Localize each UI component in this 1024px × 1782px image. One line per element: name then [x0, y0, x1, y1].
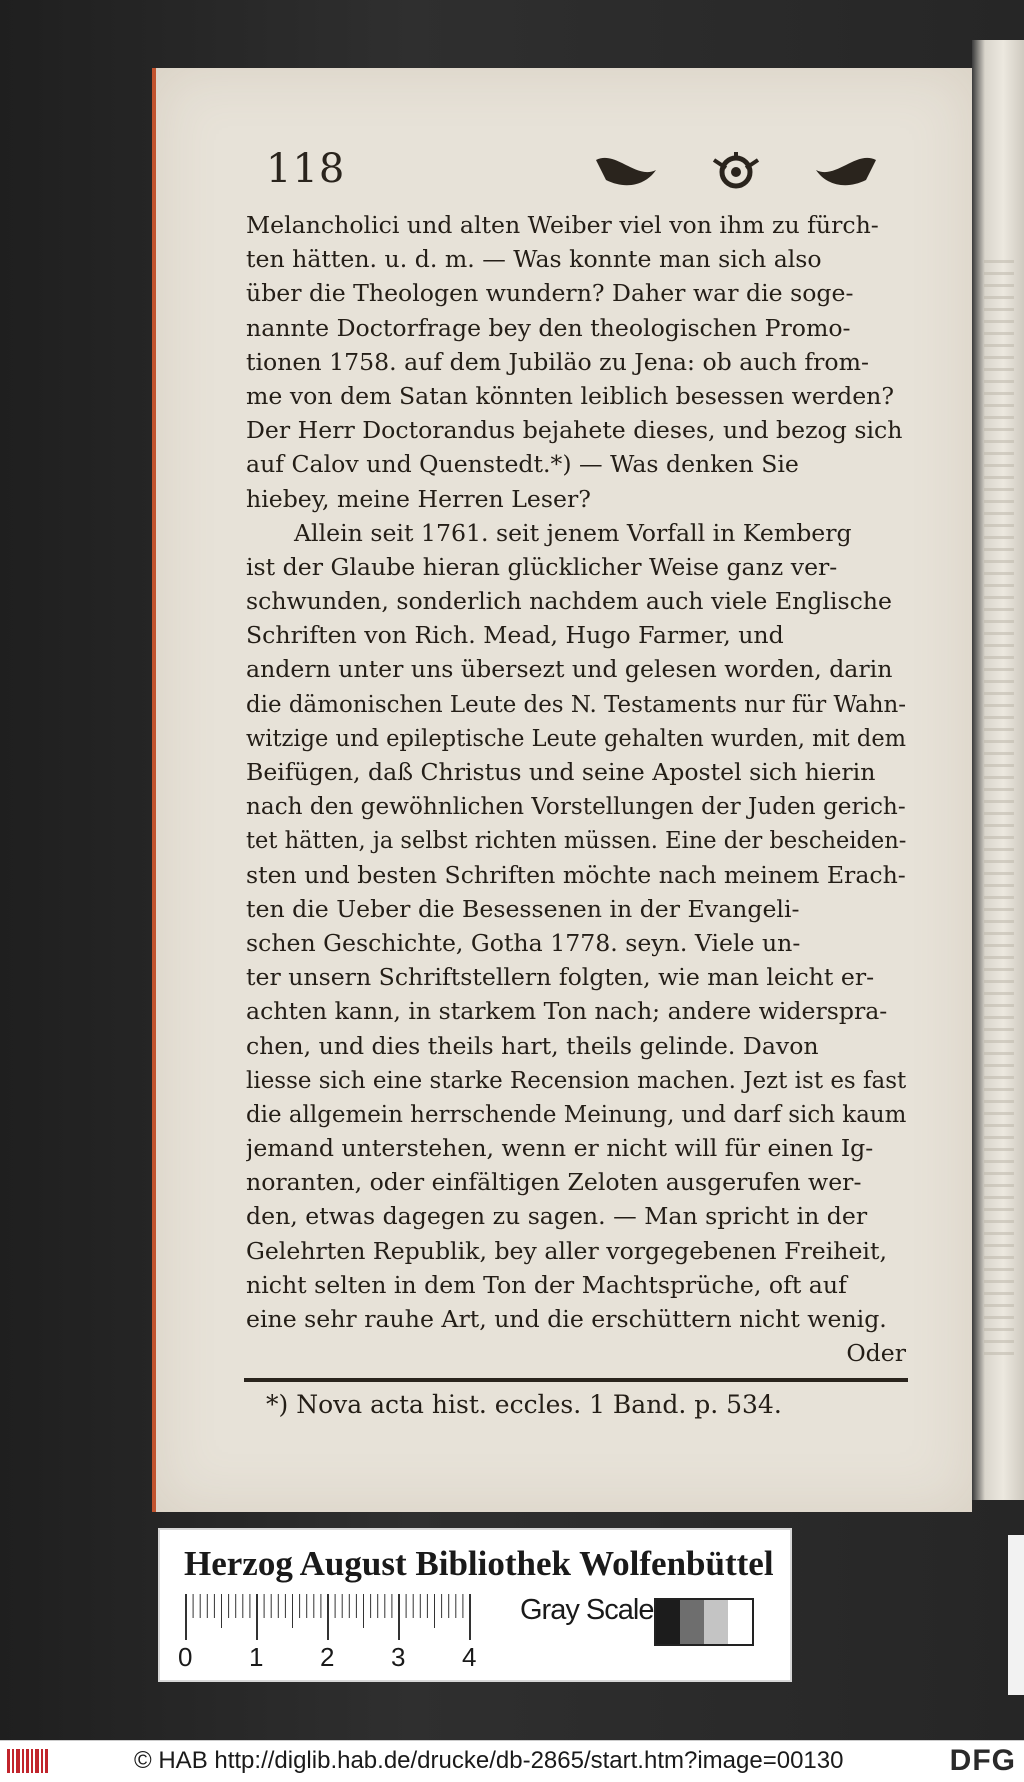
text-line: nicht selten in dem Ton der Machtsprüche, oft auf — [246, 1270, 847, 1299]
text-line: witzige und epileptische Leute gehalten wurden, mit dem — [246, 723, 906, 752]
text-line: die dämonischen Leute des N. Testaments nur für Wahn- — [246, 689, 906, 718]
ruler-label: 2 — [320, 1642, 335, 1672]
text-line: achten kann, in starkem Ton nach; andere widerspra- — [246, 997, 888, 1026]
text-line: ter unsern Schriftstellern folgten, wie man leicht er- — [246, 963, 875, 992]
printer-ornament-icon — [586, 150, 886, 194]
text-line: schwunden, sonderlich nachdem auch viele Englische — [246, 587, 892, 616]
page-body-text — [246, 208, 906, 1370]
text-line: ist der Glaube hieran glücklicher Weise ganz ver- — [246, 552, 838, 581]
text-line: chen, und dies theils hart, theils gelinde. Davon — [246, 1031, 819, 1060]
gray-swatch — [680, 1600, 704, 1644]
catchword: Oder — [846, 1339, 906, 1368]
adjacent-page-edge — [972, 40, 1024, 1500]
ruler-label: 1 — [249, 1642, 264, 1672]
gray-swatch — [728, 1600, 752, 1644]
library-name: Herzog August Bibliothek Wolfenbüttel — [184, 1544, 774, 1583]
text-line: me von dem Satan könnten leiblich besessen werden? — [246, 381, 895, 410]
text-line: Allein seit 1761. seit jenem Vorfall in Kemberg — [294, 518, 852, 547]
text-line: schen Geschichte, Gotha 1778. seyn. Viele un- — [246, 928, 801, 957]
ruler-label: 3 — [391, 1642, 406, 1672]
gray-scale-label: Gray Scale — [520, 1594, 654, 1626]
text-line: ten hätten. u. d. m. — Was konnte man sich also — [246, 245, 822, 274]
ruler-label: 0 — [178, 1642, 193, 1672]
gray-swatch — [704, 1600, 728, 1644]
text-line: Schriften von Rich. Mead, Hugo Farmer, und — [246, 621, 784, 650]
text-line: noranten, oder einfältigen Zeloten ausgerufen wer- — [246, 1168, 862, 1197]
dfg-logo: DFG — [949, 1744, 1016, 1777]
text-line: die allgemein herrschende Meinung, und darf sich kaum — [246, 1099, 906, 1128]
gray-scale-swatches — [654, 1598, 754, 1646]
target-card — [160, 1530, 790, 1680]
text-line: über die Theologen wundern? Daher war die soge- — [246, 279, 854, 308]
image-credit-link[interactable]: © HAB http://diglib.hab.de/drucke/db-2865/start.htm?image=00130 — [134, 1747, 844, 1774]
ruler-label: 4 — [462, 1642, 477, 1672]
text-line: den, etwas dagegen zu sagen. — Man spricht in der — [246, 1202, 868, 1231]
text-line: Melancholici und alten Weiber viel von ihm zu fürch- — [246, 211, 879, 239]
page-number: 118 — [266, 146, 346, 192]
text-line: nannte Doctorfrage bey den theologischen Promo- — [246, 313, 851, 342]
text-line: Beifügen, daß Christus und seine Apostel sich hierin — [246, 758, 876, 786]
text-line: jemand unterstehen, wenn er nicht will für einen Ig- — [246, 1134, 874, 1163]
card-shadow-edge — [1008, 1535, 1024, 1695]
text-line: nach den gewöhnlichen Vorstellungen der Juden gerich- — [246, 792, 906, 821]
text-line: andern unter uns übersezt und gelesen worden, darin — [246, 655, 893, 684]
text-line: sten und besten Schriften möchte nach meinem Erach- — [246, 860, 906, 889]
text-line: auf Calov und Quenstedt.*) — Was denken Sie — [246, 450, 799, 479]
text-line: hiebey, meine Herren Leser? — [246, 484, 591, 513]
text-line: tet hätten, ja selbst richten müssen. Eine der bescheiden- — [246, 826, 906, 855]
text-line: Der Herr Doctorandus bejahete dieses, und bezog sich — [246, 416, 903, 445]
ruler-labels — [178, 1642, 498, 1672]
footnote: *) Nova acta hist. eccles. 1 Band. p. 534. — [266, 1390, 782, 1419]
footer-bar — [0, 1740, 1024, 1782]
text-line: Gelehrten Republik, bey aller vorgegebenen Freiheit, — [246, 1236, 887, 1265]
text-line: eine sehr rauhe Art, und die erschüttern nicht wenig. — [246, 1305, 887, 1333]
barcode-icon — [6, 1747, 50, 1775]
book-page — [152, 68, 972, 1512]
text-line: tionen 1758. auf dem Jubiläo zu Jena: ob auch from- — [246, 347, 869, 376]
page-header — [266, 146, 926, 206]
gray-swatch — [656, 1600, 680, 1644]
ruler-scale — [184, 1592, 484, 1642]
text-line: ten die Ueber die Besessenen in der Evangeli- — [246, 894, 800, 923]
text-line: liesse sich eine starke Recension machen. Jezt ist es fast — [246, 1065, 906, 1094]
footnote-rule — [244, 1378, 908, 1382]
